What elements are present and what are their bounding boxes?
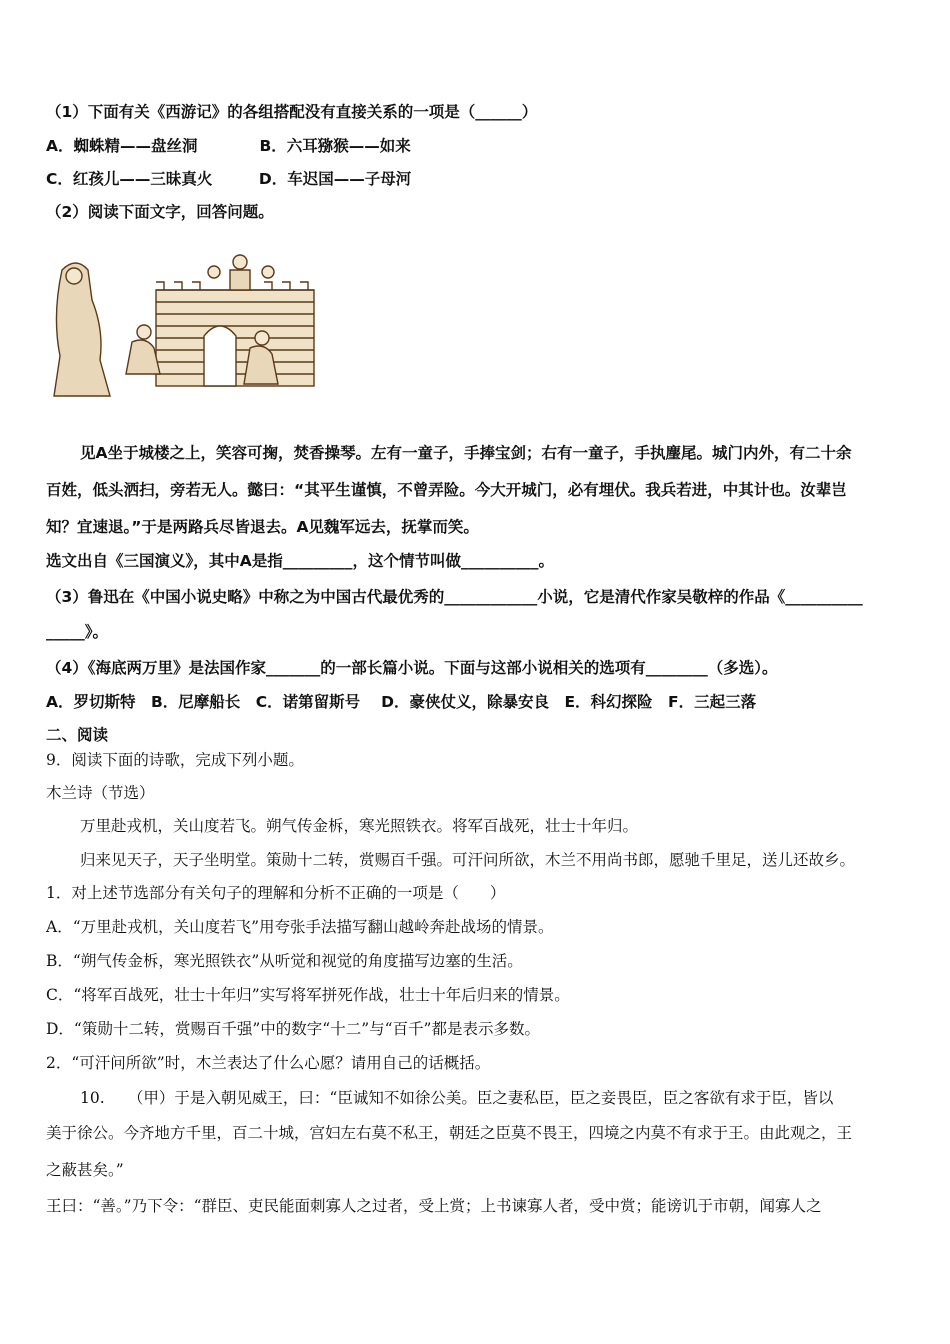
option-b: B．“朔气传金柝，寒光照铁衣”从听觉和视觉的角度描写边塞的生活。 — [46, 952, 523, 970]
q3-line1: （3）鲁迅在《中国小说史略》中称之为中国古代最优秀的____________小说，它是清代作家吴敬梓的作品《__________ — [46, 588, 863, 606]
passage-line-1: 见A坐于城楼之上，笑容可掬，焚香操琴。左有一童子，手捧宝剑；右有一童子，手执麈尾。城门内外，有二十余 — [80, 444, 852, 462]
q9-stem: 9．阅读下面的诗歌，完成下列小题。 — [46, 751, 304, 769]
q10-line-4: 王曰：“善。”乃下令：“群臣、吏民能面刺寡人之过者，受上赏；上书谏寡人者，受中赏；能谤讥于市朝，闻寡人之 — [46, 1197, 822, 1215]
q10-line-1: 10. （甲）于是入朝见威王，曰：“臣诚知不如徐公美。臣之妻私臣，臣之妾畏臣，臣之客欲有求于臣，皆以 — [80, 1089, 834, 1107]
q3-line2: _____》。 — [46, 623, 109, 641]
q1-options-row1: A．蜘蛛精——盘丝洞 B．六耳猕猴——如来 — [46, 137, 411, 155]
option-a: A．“万里赴戎机，关山度若飞”用夸张手法描写翻山越岭奔赴战场的情景。 — [46, 918, 554, 936]
sub-question-2: 2．“可汗问所欲”时，木兰表达了什么心愿？请用自己的话概括。 — [46, 1054, 491, 1072]
q4-options: A．罗切斯特 B．尼摩船长 C．诺第留斯号 D．豪侠仗义，除暴安良 E．科幻探险 F．三起三落 — [46, 693, 757, 711]
q2-question: 选文出自《三国演义》，其中A是指_________，这个情节叫做__________。 — [46, 552, 554, 570]
option-d: D．“策勋十二转，赏赐百千强”中的数字“十二”与“百千”都是表示多数。 — [46, 1020, 540, 1038]
empty-fort-strategy-illustration — [44, 250, 319, 398]
q10-line-3: 之蔽甚矣。” — [46, 1161, 124, 1179]
q1-options-row2: C．红孩儿——三昧真火 D．车迟国——子母河 — [46, 170, 412, 188]
q2-stem: （2）阅读下面文字，回答问题。 — [46, 203, 274, 221]
q4-stem: （4）《海底两万里》是法国作家_______的一部长篇小说。下面与这部小说相关的选项有________（多选）。 — [46, 659, 778, 677]
poem-line-2: 归来见天子，天子坐明堂。策勋十二转，赏赐百千强。可汗问所欲，木兰不用尚书郎，愿驰千里足，送儿还故乡。 — [80, 851, 856, 869]
q1-stem: （1）下面有关《西游记》的各组搭配没有直接关系的一项是（______） — [46, 103, 538, 121]
poem-line-1: 万里赴戎机，关山度若飞。朔气传金柝，寒光照铁衣。将军百战死，壮士十年归。 — [80, 817, 639, 835]
passage-line-2: 百姓，低头洒扫，旁若无人。懿曰：“其平生谨慎，不曾弄险。今大开城门，必有埋伏。我兵若进，中其计也。汝辈岂 — [46, 481, 847, 499]
q10-line-2: 美于徐公。今齐地方千里，百二十城，宫妇左右莫不私王，朝廷之臣莫不畏王，四境之内莫不有求于王。由此观之，王 — [46, 1124, 853, 1142]
sub-question-1: 1．对上述节选部分有关句子的理解和分析不正确的一项是（ ） — [46, 884, 506, 902]
passage-line-3: 知？宜速退。”于是两路兵尽皆退去。A见魏军远去，抚掌而笑。 — [46, 518, 479, 536]
option-c: C．“将军百战死，壮士十年归”实写将军拼死作战，壮士十年后归来的情景。 — [46, 986, 570, 1004]
poem-title: 木兰诗（节选） — [46, 784, 155, 802]
section-heading: 二、阅读 — [46, 726, 109, 744]
